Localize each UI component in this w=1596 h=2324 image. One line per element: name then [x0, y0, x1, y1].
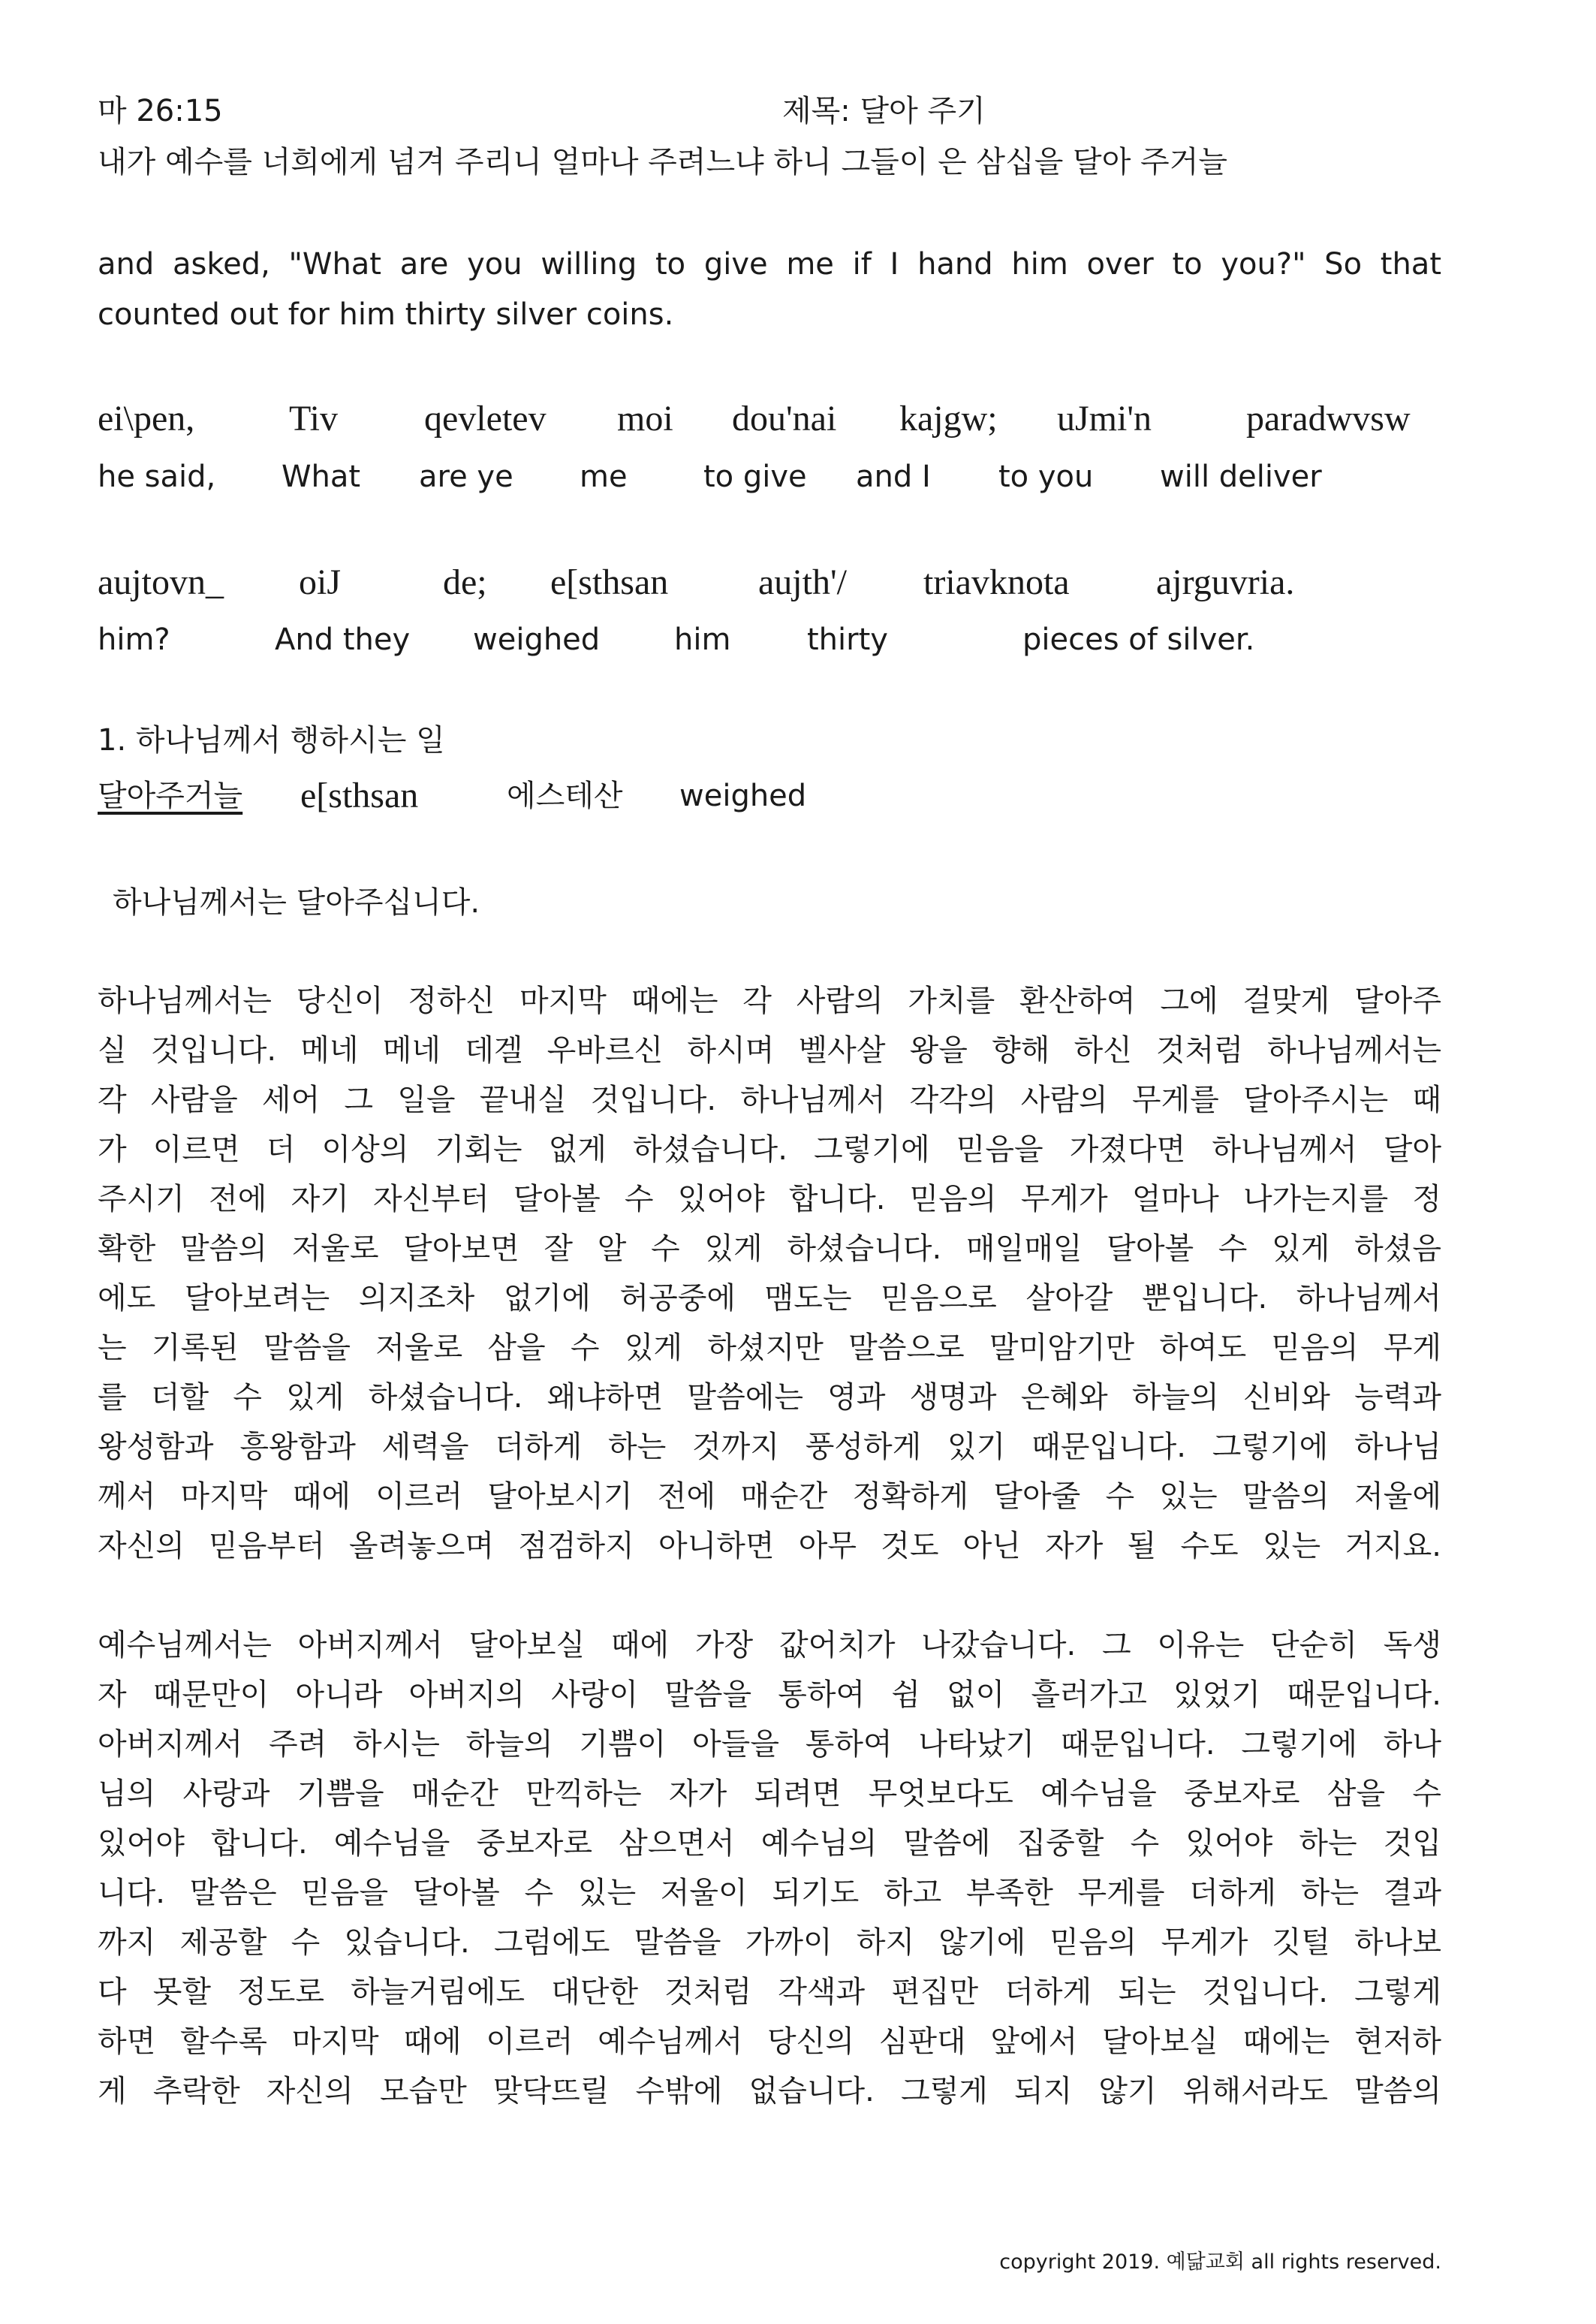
gloss-word: to give [703, 460, 807, 494]
english-verse-line-1: and asked, "What are you willing to give me if I hand him over to you?" So that [98, 247, 1441, 282]
paragraph-line: 니다. 말씀은 믿음을 달아볼 수 있는 저울이 되기도 하고 부족한 무게를 더하게 하는 결과 [98, 1876, 1441, 1910]
greek-word: dou'nai [732, 399, 837, 439]
sermon-title: 제목: 달아 주기 [782, 94, 986, 128]
korean-verse: 내가 예수를 너희에게 넘겨 주리니 얼마나 주려느냐 하니 그들이 은 삼십을 달아 주거늘 [98, 145, 1227, 179]
gloss-word: him? [98, 622, 170, 657]
paragraph-line: 왕성함과 흥왕함과 세력을 더하게 하는 것까지 풍성하게 있기 때문입니다. 그렇기에 하나님 [98, 1430, 1441, 1464]
paragraph-line: 다 못할 정도로 하늘거림에도 대단한 것처럼 각색과 편집만 더하게 되는 것입니다. 그렇게 [98, 1975, 1441, 2009]
gloss-word: and I [856, 460, 931, 494]
paragraph-line: 실 것입니다. 메네 메네 데겔 우바르신 하시며 벨사살 왕을 향해 하신 것처럼 하나님께서는 [98, 1033, 1441, 1068]
greek-word: ei\pen, [98, 399, 195, 439]
greek-word: moi [617, 399, 673, 439]
greek-word: qevletev [424, 399, 547, 439]
greek-word: ajrguvria. [1156, 562, 1295, 602]
gloss-word: pieces of silver. [1022, 622, 1255, 657]
greek-word: e[sthsan [550, 562, 669, 602]
paragraph-line: 예수님께서는 아버지께서 달아보실 때에 가장 값어치가 나갔습니다. 그 이유는 단순히 독생 [98, 1628, 1441, 1662]
greek-word: kajgw; [899, 399, 998, 439]
summary-statement: 하나님께서는 달아주십니다. [113, 885, 480, 920]
greek-word: oiJ [299, 562, 342, 602]
greek-word: paradwvsw [1246, 399, 1411, 439]
paragraph-line: 주시기 전에 자기 자신부터 달아볼 수 있어야 합니다. 믿음의 무게가 얼마나 나가는지를 정 [98, 1182, 1441, 1216]
gloss-word: And they [275, 622, 411, 657]
gloss-word: me [580, 460, 628, 494]
paragraph-line: 에도 달아보려는 의지조차 없기에 허공중에 맴도는 믿음으로 살아갈 뿐입니다. 하나님께서 [98, 1281, 1441, 1316]
gloss-word: are ye [419, 460, 513, 494]
gloss-word: him [674, 622, 731, 657]
paragraph-line: 자신의 믿음부터 올려놓으며 점검하지 아니하면 아무 것도 아닌 자가 될 수도 있는 거지요. [98, 1529, 1441, 1563]
paragraph-line: 있어야 합니다. 예수님을 중보자로 삼으면서 예수님의 말씀에 집중할 수 있어야 하는 것입 [98, 1826, 1441, 1861]
paragraph-line: 하나님께서는 당신이 정하신 마지막 때에는 각 사람의 가치를 환산하여 그에 걸맞게 달아주 [98, 984, 1441, 1018]
gloss-word: thirty [807, 622, 888, 657]
paragraph-line: 아버지께서 주려 하시는 하늘의 기쁨이 아들을 통하여 나타났기 때문입니다. 그렇기에 하나 [98, 1727, 1441, 1762]
section-heading: 1. 하나님께서 행하시는 일 [98, 723, 445, 758]
paragraph-line: 까지 제공할 수 있습니다. 그럼에도 말씀을 가까이 하지 않기에 믿음의 무게가 깃털 하나보 [98, 1925, 1441, 1960]
gloss-word: What [282, 460, 361, 494]
greek-word: aujth'/ [758, 562, 847, 602]
gloss-word: weighed [473, 622, 601, 657]
english-verse-line-2: counted out for him thirty silver coins. [98, 297, 674, 332]
verse-reference: 마 26:15 [98, 94, 223, 128]
greek-word: aujtovn_ [98, 562, 224, 602]
gloss-word: will deliver [1160, 460, 1322, 494]
paragraph-line: 는 기록된 말씀을 저울로 삼을 수 있게 하셨지만 말씀으로 말미암기만 하여도 믿음의 무게 [98, 1331, 1441, 1365]
paragraph-line: 각 사람을 세어 그 일을 끝내실 것입니다. 하나님께서 각각의 사람의 무게를 달아주시는 때 [98, 1083, 1441, 1117]
paragraph-line: 확한 말씀의 저울로 달아보면 잘 알 수 있게 하셨습니다. 매일매일 달아볼 수 있게 하셨음 [98, 1231, 1441, 1266]
paragraph-line: 께서 마지막 때에 이르러 달아보시기 전에 매순간 정확하게 달아줄 수 있는 말씀의 저울에 [98, 1479, 1441, 1514]
gloss-word: he said, [98, 460, 216, 494]
copyright-footer: copyright 2019. 예닮교회 all rights reserved. [999, 2250, 1441, 2274]
paragraph-line: 를 더할 수 있게 하셨습니다. 왜냐하면 말씀에는 영과 생명과 은혜와 하늘의 신비와 능력과 [98, 1380, 1441, 1415]
paragraph-line: 가 이르면 더 이상의 기회는 없게 하셨습니다. 그렇기에 믿음을 가졌다면 하나님께서 달아 [98, 1132, 1441, 1167]
paragraph-line: 자 때문만이 아니라 아버지의 사랑이 말씀을 통하여 쉼 없이 흘러가고 있었기 때문입니다. [98, 1677, 1441, 1712]
greek-word: Tiv [289, 399, 338, 439]
paragraph-line: 님의 사랑과 기쁨을 매순간 만끽하는 자가 되려면 무엇보다도 예수님을 중보자로 삼을 수 [98, 1777, 1441, 1811]
greek-word: uJmi'n [1057, 399, 1152, 439]
keyword-korean: 달아주거늘 [98, 779, 243, 813]
greek-word: de; [443, 562, 487, 602]
keyword-english: weighed [679, 779, 807, 813]
keyword-pronunciation: 에스테산 [507, 779, 623, 813]
gloss-word: to you [998, 460, 1094, 494]
keyword-greek: e[sthsan [300, 776, 419, 815]
paragraph-line: 게 추락한 자신의 모습만 맞닥뜨릴 수밖에 없습니다. 그렇게 되지 않기 위해서라도 말씀의 [98, 2074, 1441, 2108]
greek-word: triavknota [923, 562, 1070, 602]
paragraph-line: 하면 할수록 마지막 때에 이르러 예수님께서 당신의 심판대 앞에서 달아보실 때에는 현저하 [98, 2024, 1441, 2059]
